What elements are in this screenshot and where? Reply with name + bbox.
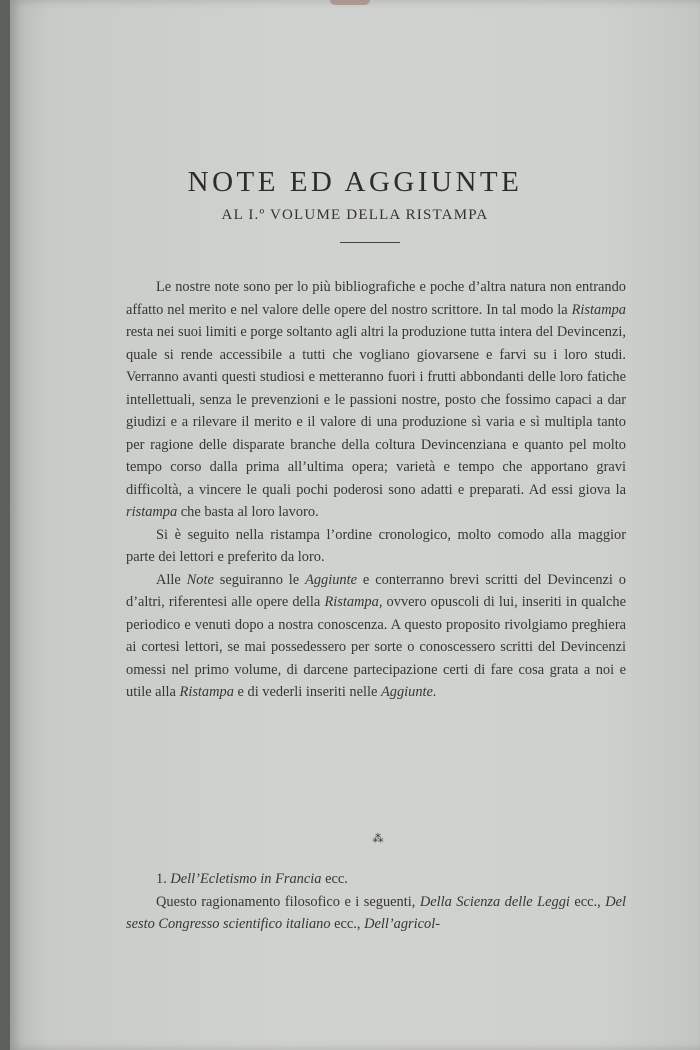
note-section-1 xyxy=(126,868,626,936)
text-run: e di vederli inseriti nelle xyxy=(233,684,381,700)
title-divider xyxy=(340,242,400,243)
italic-text: Ristampa, xyxy=(324,594,383,610)
page-edge-mark xyxy=(330,0,370,5)
paragraph-1 xyxy=(126,276,626,524)
italic-text: Dell’Ecletismo in Francia xyxy=(170,871,322,887)
note-heading xyxy=(126,868,626,891)
italic-text: Ristampa xyxy=(571,301,626,318)
text-run: 1. xyxy=(156,871,171,887)
text-run: Alle xyxy=(156,571,187,588)
italic-text: Della Scienza delle Leggi xyxy=(419,893,570,910)
text-run: che basta al loro lavoro. xyxy=(177,504,319,520)
italic-text: Note xyxy=(186,571,214,588)
note-body xyxy=(126,891,626,936)
asterism-divider: ⁂ xyxy=(372,832,384,845)
italic-text: Del sesto Congresso scientifico italiano xyxy=(126,893,626,932)
book-page xyxy=(10,0,700,1050)
text-run: ecc., xyxy=(330,916,365,932)
text-run: resta nei suoi limiti e porge soltanto agli altri la produzione tutta intera del Devincenzi, quale si rende accessibile a tutti che vogliano giovarsene e farvi su i loro studi. Verranno avanti questi studiosi e metteranno fuori i frutti abbondanti delle loro fatiche intellettuali, senza le prevenzioni e le passioni nostre, posto che fossimo capaci a dar giudizi e a rilevare il merito e il valore di una produzione sì varia e sì multipla tanto per ragione delle disparate branche della coltura Devincenziana e quanto pel molto tempo corso dalla prima all’ultima opera; varietà e tempo che apportano gravi difficoltà, a vincere le quali pochi poderosi sono adatti e preparati. Ad essi giova la xyxy=(126,324,626,498)
text-run: Le nostre note sono per lo più bibliografiche e poche d’altra natura non entrando affatto nel merito e nel valore delle opere del nostro scrittore. In tal modo la xyxy=(126,279,626,318)
page-subtitle: AL I.º VOLUME DELLA RISTAMPA xyxy=(221,207,489,223)
italic-text: ristampa xyxy=(126,504,178,520)
text-run: Questo ragionamento filosofico e i seguenti, xyxy=(156,893,420,910)
text-run: seguiranno le xyxy=(213,571,306,588)
text-run: e conterranno brevi scritti del Devincenzi o d’altri, riferentesi alle opere della xyxy=(126,571,627,610)
paragraph-2 xyxy=(126,524,626,569)
text-run: ecc. xyxy=(321,871,348,887)
italic-text: Aggiunte. xyxy=(380,684,437,700)
page-title: NOTE ED AGGIUNTE xyxy=(187,166,523,198)
text-run: Si è seguito nella ristampa l’ordine cronologico, molto comodo alla maggior parte dei lettori e preferito da loro. xyxy=(126,526,626,565)
intro-text xyxy=(126,276,626,704)
italic-text: Aggiunte xyxy=(305,571,358,588)
paragraph-3 xyxy=(126,569,626,704)
text-run: ovvero opuscoli di lui, inseriti in qualche periodico e venuti dopo a nostra conoscenza. A questo proposito rivolgiamo preghiera ai cortesi lettori, se mai possedessero per sorte o conoscessero scritti del Devincenzi omessi nel primo volume, di darcene partecipazione certi di fare cosa grata a noi e utile alla xyxy=(126,594,626,700)
italic-text: Ristampa xyxy=(179,684,234,700)
italic-text: Dell’agricol- xyxy=(364,916,441,932)
text-run: ecc., xyxy=(569,893,606,910)
